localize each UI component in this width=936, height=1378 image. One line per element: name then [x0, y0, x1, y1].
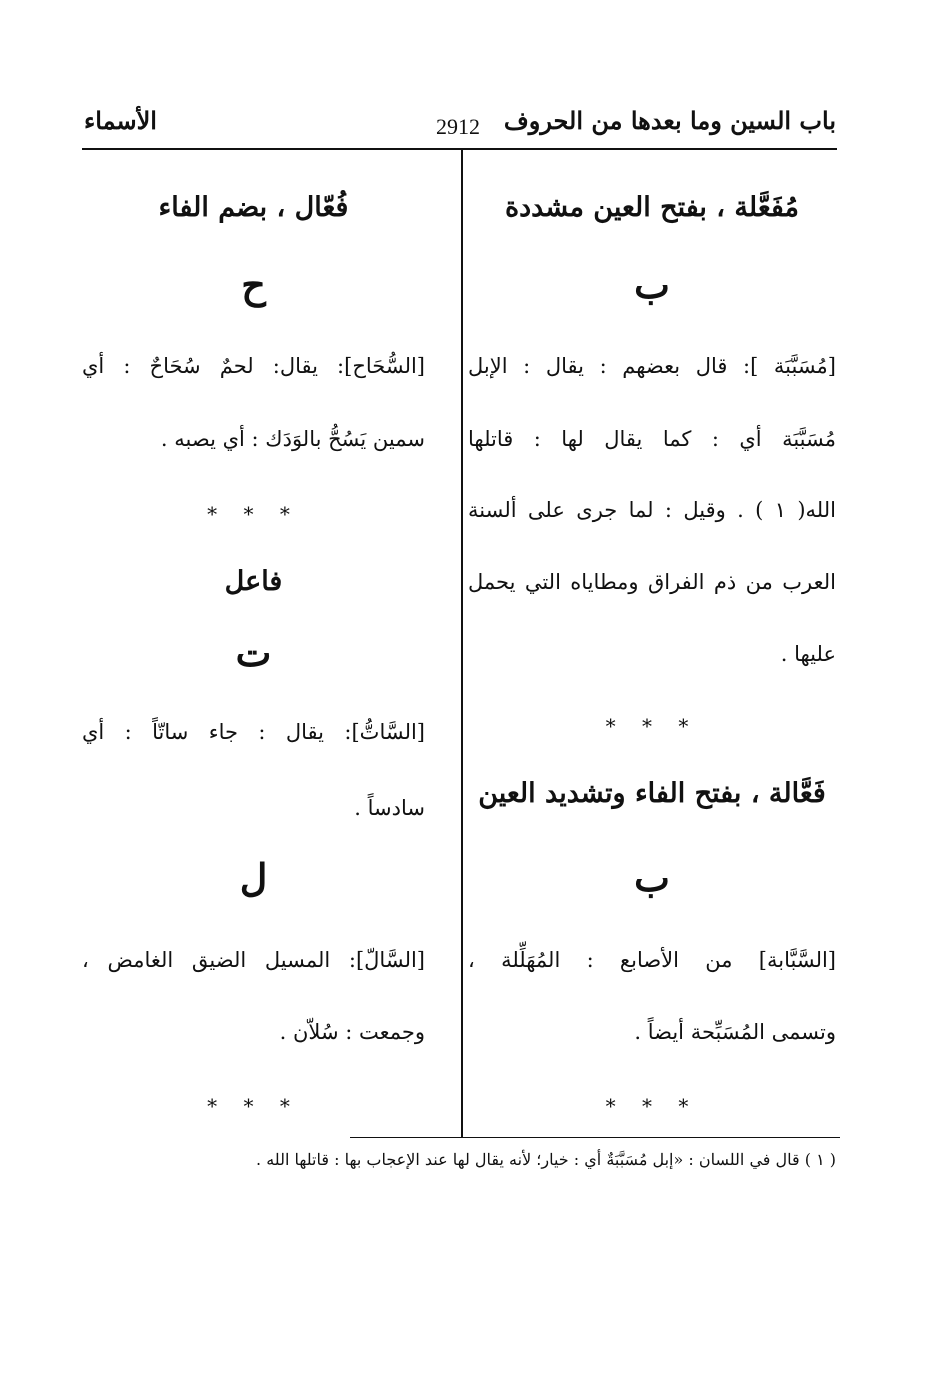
separator-stars: * * * [207, 1094, 300, 1118]
heading-faail: فاعل [224, 566, 283, 597]
entry-line: مُسَبَّبَة أي : كما يقال لها : قاتلها [468, 427, 836, 451]
separator-stars: * * * [207, 502, 300, 526]
entry-line: سمين يَسُحُّ بالوَدَك : أي يصبه . [160, 427, 425, 451]
entry-line: عليها . [780, 642, 836, 666]
header-rule [82, 148, 837, 150]
entry-line: [السُّحَاح]: يقال: لحمٌ سُحَاحٌ : أي [82, 354, 425, 378]
entry-line: العرب من ذم الفراق ومطاياه التي يحمل [468, 570, 836, 594]
page-number: 2912 [436, 114, 480, 139]
entry-line: [مُسَبَّبَة ]: قال بعضهم : يقال : الإبل [468, 354, 836, 378]
chapter-title: باب السين وما بعدها من الحروف [503, 106, 836, 135]
heading-mufaala: مُفَعَّلة ، بفتح العين مشددة [505, 192, 799, 223]
separator-stars: * * * [605, 714, 699, 738]
entry-line: الله( ١ ) . وقيل : لما جرى على ألسنة [468, 498, 836, 522]
letter-ba: ب [634, 855, 670, 900]
letter-ha: ح [241, 262, 266, 307]
heading-faaala: فَعَّالة ، بفتح الفاء وتشديد العين [478, 778, 826, 809]
entry-line: [السَّاتُّ]: يقال : جاء ساتّاً : أي [82, 720, 425, 744]
entry-line: [السَّبَّابة] من الأصابع : المُهَلِّلة ، [468, 948, 836, 972]
entry-line: وتسمى المُسَبِّحة أيضاً . [634, 1020, 836, 1044]
heading-fuaal: فُعّال ، بضم الفاء [158, 192, 349, 223]
separator-stars: * * * [605, 1094, 699, 1118]
letter-ba: ب [634, 262, 670, 307]
footnote-rule [350, 1137, 840, 1138]
entry-line: وجمعت : سُلاّن . [279, 1020, 425, 1044]
column-divider [461, 148, 463, 1138]
entry-line: [السَّالّ]: المسيل الضيق الغامض ، [82, 948, 425, 972]
letter-lam: ل [239, 855, 268, 900]
section-title: الأسماء [84, 106, 157, 135]
footnote: ( ١ ) قال في اللسان : «إبل مُسَبَّبَةٌ أي : خيار؛ لأنه يقال لها عند الإعجاب بها : قاتلها الله . [256, 1150, 836, 1169]
entry-line: سادساً . [354, 796, 425, 820]
letter-ta: ت [235, 630, 272, 675]
